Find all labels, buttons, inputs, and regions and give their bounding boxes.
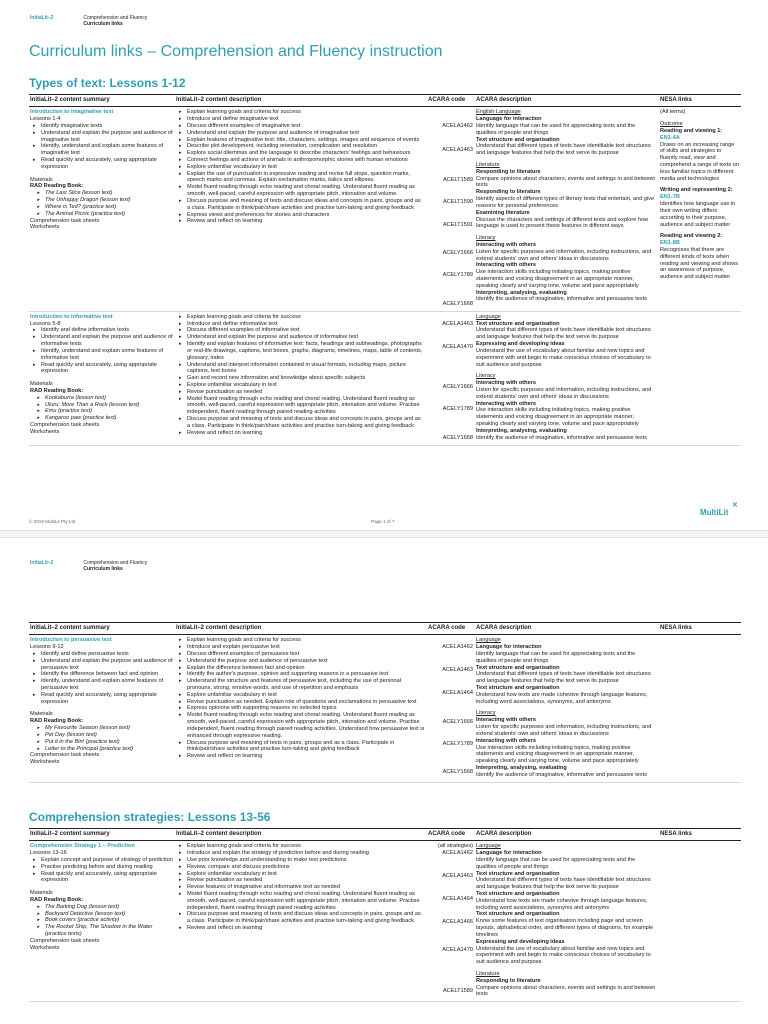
table-row <box>29 841 741 1002</box>
row-title: Comprehension Strategy 1 – Prediction <box>30 843 135 850</box>
acara-text: Understand that different types of texts have identifiable text structures and language features that help the text serve its purpose <box>476 143 651 157</box>
list-item: ▸ Discuss purpose and meaning of texts in pairs, groups and as a class. Participate in think/pair/share activities and practise turn-taking and giving feedback <box>176 740 425 754</box>
strand-label: Literacy <box>476 373 496 380</box>
list-item: ▸ Introduce and define imaginative text <box>176 116 425 123</box>
description-cell <box>175 107 427 312</box>
acara-heading: Interacting with others <box>476 262 536 269</box>
acara-code: ACELA1463 <box>442 147 473 154</box>
section-title-types: Types of text: Lessons 1-12 <box>29 76 186 90</box>
acara-text: Listen for specific purposes and information, including instructions, and extend students' own and others' ideas in discussions <box>476 724 652 737</box>
acara-heading: Responding to literature <box>476 189 541 196</box>
table-row <box>29 635 741 782</box>
acara-text: Understand the use of vocabulary about familiar and new topics and experiment with and begin to make conscious choices of vocabulary to suit audience and purpose <box>476 945 651 966</box>
materials-label: Materials <box>30 711 53 718</box>
acara-code: ACELA1463 <box>442 667 473 674</box>
acara-text: Use interaction skills including initiating topics, making positive statements and voicing disagreement in an appropriate manner, speaking clearly and varying tone, volume and pace appropriately <box>476 269 639 289</box>
acara-heading: Interacting with others <box>476 380 536 387</box>
acara-code: ACELA1464 <box>442 689 473 696</box>
list-item: ▸ Model fluent reading through echo reading and choral reading. Understand fluent reading as smooth, well-paced, careful expression with appropriate pitch, intonation and volume. Practise independent, fluent reading through paired reading activities <box>176 891 425 911</box>
list-item: ▸ Understand and explain the purpose and audience of informative texts <box>30 334 173 348</box>
acara-text: Identify language that can be used for appreciating texts and the qualities of people and things <box>476 122 636 136</box>
acara-code: ACELY1668 <box>442 301 473 307</box>
list-item: ▸ Emu (practice text) <box>30 408 173 415</box>
list-item: ▸ Discuss different examples of imaginative text <box>176 123 425 130</box>
acara-text: Identify language that can be used for appreciating texts and the qualities of people and things <box>476 856 636 870</box>
acara-heading: Examining literature <box>476 209 530 216</box>
acara-text: Listen for specific purposes and information, including instructions, and extend students' own and others' ideas in discussions <box>476 386 652 400</box>
list-item: ▸ Kangaroo paw (practice text) <box>30 415 173 422</box>
book-list <box>30 725 173 752</box>
list-item: ▸ Explain the difference between fact and opinion <box>176 665 425 672</box>
row-lessons: Lessons 5-8 <box>30 320 61 327</box>
page-header <box>30 560 147 572</box>
program-name: InitiaLit–2 <box>30 15 54 21</box>
acara-code: ACELY1789 <box>442 272 473 279</box>
row-lessons: Lessons 1-4 <box>30 116 61 123</box>
description-list <box>176 843 425 932</box>
list-item: ▸ Introduce and explain the strategy of prediction before and during reading <box>176 850 425 857</box>
list-item: ▸ Explain learning goals and criteria for success <box>176 843 425 850</box>
row-title: Introduction to informative text <box>30 313 113 320</box>
acara-text: Know some features of text organisation including page and screen layouts, alphabetical order, and different types of diagrams, for example timelines <box>476 918 654 938</box>
nesa-heading: Reading and viewing 1: <box>660 127 723 134</box>
materials-label: Materials <box>30 890 53 897</box>
extra-material: Comprehension task sheets <box>30 422 100 428</box>
summary-list <box>30 327 173 375</box>
list-item: ▸ Explain features of imaginative text: title, characters, settings, images and sequence of events <box>176 137 425 144</box>
list-item: ▸ Revise punctuation as needed <box>176 389 425 396</box>
list-item: ▸ Explore unfamiliar vocabulary in text <box>176 692 425 699</box>
list-item: ▸ Discuss purpose and meaning of texts and discuss ideas and concepts in pairs, groups and as a class. Participate in think/pair/share activities and practise turn-taking and giving feedback <box>176 198 425 212</box>
acara-heading: Interacting with others <box>476 400 536 407</box>
col-header-description: InitiaLit–2 content description <box>175 95 427 107</box>
list-item: ▸ Explain learning goals and criteria for success <box>176 637 425 644</box>
acara-heading: Interacting with others <box>476 737 536 744</box>
acara-code: ACELY1789 <box>442 406 473 413</box>
nesa-all-terms: (All terms) <box>660 109 686 116</box>
extra-material: Comprehension task sheets <box>30 217 100 224</box>
page-separator <box>0 530 768 538</box>
acara-code: ACELA1462 <box>442 123 473 130</box>
row-lessons: Lessons 13-16 <box>30 850 67 857</box>
book-list <box>30 190 173 217</box>
list-item: ▸ Understand and interpret information contained in visual formats, including maps, picture captions, text boxes <box>176 362 425 376</box>
table-header-row <box>29 95 741 107</box>
list-item: ▸ Understand the structure and features of persuasive text, including the use of personal pronouns, strong, emotive words, and use of repetition and emphasis <box>176 678 425 692</box>
acara-text: Use interaction skills including initiating topics, making positive statements and voicing disagreement in an appropriate manner, speaking clearly and varying tone, volume and pace appropriately <box>476 407 639 427</box>
list-item: ▸ The Last Slice (lesson text) <box>30 190 173 197</box>
list-item: ▸ Identify and define persuasive texts <box>30 651 173 658</box>
col-header-acara: ACARA description <box>475 623 659 635</box>
list-item: ▸ Review and reflect on learning <box>176 218 425 225</box>
col-header-acara: ACARA description <box>475 829 659 841</box>
list-item: ▸ Put it in the Bin! (practice text) <box>30 739 173 746</box>
acara-code: ACELA1462 <box>442 644 473 651</box>
footer-copyright: © 2019 MultiLit Pty Ltd <box>29 519 76 524</box>
list-item: ▸ Letter to the Principal (practice text) <box>30 746 173 753</box>
table-row <box>29 107 741 312</box>
table-header-row <box>29 623 741 635</box>
list-item: ▸ Identify imaginative texts <box>30 123 173 130</box>
acara-code: ACELT1589 <box>442 988 473 995</box>
strand-label: Language <box>476 313 501 320</box>
materials-label: Materials <box>30 381 53 388</box>
extra-material: Worksheets <box>30 224 60 231</box>
description-list <box>176 109 425 225</box>
description-list <box>176 314 425 437</box>
col-header-description: InitiaLit–2 content description <box>175 829 427 841</box>
acara-heading: Interacting with others <box>476 717 536 724</box>
reading-book-label: RAD Reading Book: <box>30 387 84 394</box>
list-item: ▸ Explore unfamiliar vocabulary in text <box>176 164 425 171</box>
strand-label: Language <box>476 637 501 644</box>
acara-heading: Language for interaction <box>476 116 542 123</box>
row-title: Introduction to imaginative text <box>30 109 114 116</box>
acara-text: Understand that different types of texts have identifiable text structures and language features that help the text serve its purpose <box>476 327 651 341</box>
table-header-row <box>29 829 741 841</box>
acara-text: Understand that different types of texts have identifiable text structures and language features that help the text serve its purpose <box>476 877 651 891</box>
acara-code: ACELA1466 <box>442 918 473 925</box>
nesa-text: Recognises that there are different kinds of texts when reading and viewing and shows an awareness of purpose, audience and subject matter <box>660 246 739 281</box>
list-item: ▸ The Unhappy Dragon (lesson text) <box>30 197 173 204</box>
description-list <box>176 637 425 760</box>
acara-text: Understand how texts are made cohesive through language features, including word associations, synonyms and antonyms <box>476 897 648 911</box>
strand-label: Literature <box>476 970 500 977</box>
extra-material: Worksheets <box>30 944 60 951</box>
acara-code: ACELA1462 <box>442 850 473 857</box>
list-item: ▸ Express views and preferences for stories and characters <box>176 212 425 219</box>
strand-label: Literature <box>476 162 500 168</box>
curriculum-table-1 <box>29 94 741 446</box>
list-item: ▸ Read quickly and accurately, using appropriate expression <box>30 362 173 376</box>
list-item: ▸ Express opinions with supporting reasons on selected topics <box>176 705 425 712</box>
code-cell <box>427 107 475 312</box>
code-cell <box>427 311 475 445</box>
col-header-code: ACARA code <box>427 95 475 107</box>
list-item: ▸ Discuss different examples of informative text <box>176 327 425 334</box>
acara-heading: Interpreting, analysing, evaluating <box>476 427 567 434</box>
acara-text: Compare opinions about characters, events and settings in and between texts <box>476 984 656 998</box>
acara-code: ACELY1666 <box>442 384 473 391</box>
list-item: ▸ Review and reflect on learning <box>176 753 425 760</box>
list-item: ▸ Discuss purpose and meaning of texts and discuss ideas and concepts in pairs, groups and as a class. Participate in think/pair/share activities and practise turn-taking and giving feedback <box>176 911 425 925</box>
header-subtitle-line2: Curriculum links <box>83 21 123 28</box>
list-item: ▸ The Barking Dog (lesson text) <box>30 904 173 911</box>
nesa-text: Identifies how language use in their own writing differs according to their purpose, audience and subject matter <box>660 201 736 228</box>
extra-material: Worksheets <box>30 759 60 766</box>
acara-heading: Text structure and organisation <box>476 911 560 918</box>
list-item: ▸ Use prior knowledge and understanding to make text predictions <box>176 857 425 864</box>
list-item: ▸ Introduce and explain persuasive text <box>176 644 425 651</box>
acara-description-cell <box>475 841 659 1002</box>
list-item: ▸ Revise punctuation as needed. Explain role of questions and exclamations in persuasive text <box>176 699 425 706</box>
acara-text: Identify language that can be used for appreciating texts and the qualities of people and things <box>476 650 636 664</box>
list-item: ▸ My Favourite Season (lesson text) <box>30 725 173 732</box>
list-item: ▸ Discuss different examples of persuasive text <box>176 651 425 658</box>
code-cell <box>427 841 475 1002</box>
list-item: ▸ Review and reflect on learning <box>176 925 425 932</box>
materials-label: Materials <box>30 176 53 183</box>
nesa-code: EN1-8B <box>660 240 680 247</box>
summary-cell <box>29 841 175 1002</box>
acara-heading: Text structure and organisation <box>476 891 560 897</box>
multilit-logo <box>700 502 738 518</box>
list-item: ▸ Understand and explain the purpose and audience of imaginative text <box>176 130 425 137</box>
col-header-acara: ACARA description <box>475 95 659 107</box>
acara-code: ACELY1666 <box>442 718 473 725</box>
list-item: ▸ Identify the author's purpose, opinion and supporting reasons in a persuasive text <box>176 671 425 678</box>
list-item: ▸ Explain learning goals and criteria for success <box>176 109 425 116</box>
reading-book-label: RAD Reading Book: <box>30 183 84 190</box>
acara-heading: Interpreting, analysing, evaluating <box>476 289 567 296</box>
list-item: ▸ Connect feelings and actions of animals in anthropomorphic stories with human emotions <box>176 157 425 164</box>
list-item: ▸ Where is Ted? (practice text) <box>30 204 173 211</box>
acara-heading: Text structure and organisation <box>476 685 560 691</box>
col-header-nesa: NESA links <box>659 829 741 841</box>
acara-text: Understand the use of vocabulary about familiar and new topics and experiment with and begin to make conscious choices of vocabulary to suit audience and purpose <box>476 347 651 368</box>
list-item: ▸ Understand and explain the purpose and audience of informative text <box>176 334 425 341</box>
list-item: ▸ Identify and define informative texts <box>30 327 173 334</box>
nesa-heading: Writing and representing 2: <box>660 187 733 194</box>
list-item: ▸ Revise features of imaginative and informative text as needed <box>176 884 425 891</box>
list-item: ▸ Understand the purpose and audience of persuasive text <box>176 658 425 665</box>
acara-text: Understand how texts are made cohesive through language features, including word associations, synonyms, and antonyms <box>476 691 648 705</box>
page-2 <box>0 538 768 1024</box>
list-item: ▸ Backyard Detective (lesson text) <box>30 911 173 918</box>
footer-page-number: Page 1 of 7 <box>371 519 395 524</box>
acara-code: ACELT1589 <box>442 176 473 183</box>
list-item: ▸ Practise predicting before and during reading <box>30 864 173 871</box>
list-item: ▸ Identify the difference between fact and opinion <box>30 671 173 678</box>
acara-code: ACELA1470 <box>442 343 473 350</box>
logo-mark-icon: ✕ <box>732 502 738 509</box>
list-item: ▸ Explain learning goals and criteria for success <box>176 314 425 321</box>
description-cell <box>175 311 427 445</box>
strand-label: Language <box>476 843 501 850</box>
acara-text: Use interaction skills including initiating topics, making positive statements and voicing disagreement in an appropriate manner, speaking clearly and varying tone, volume and pace appropriately <box>476 744 639 765</box>
list-item: ▸ Identify and explain features of informative text: facts, headings and subheadings, photographs or real-life drawings, captions, text boxes, graphs, diagrams, timelines, maps, table of contents, glossary, index <box>176 341 425 361</box>
nesa-cell <box>659 841 741 1002</box>
list-item: ▸ Understand and explain the purpose and audience of imaginative text <box>30 130 173 144</box>
col-header-nesa: NESA links <box>659 623 741 635</box>
nesa-cell <box>659 107 741 312</box>
book-list <box>30 904 173 938</box>
all-strategies-label: (all strategies) <box>437 843 473 850</box>
header-subtitle-line1: Comprehension and Fluency <box>83 15 148 21</box>
acara-text: Identify the audience of imaginative, informative and persuasive texts <box>476 434 648 441</box>
curriculum-table-2 <box>29 622 741 783</box>
description-cell <box>175 635 427 782</box>
acara-code: ACELY1668 <box>442 769 473 776</box>
document-title: Curriculum links – Comprehension and Fluency instruction <box>29 43 443 60</box>
nesa-text: Draws on an increasing range of skills and strategies to fluently read, view and comprehend a range of texts on less familiar topics in different media and technologies <box>660 141 739 182</box>
acara-heading: Expressing and developing ideas <box>476 938 565 945</box>
acara-code: ACELA1463 <box>442 320 473 327</box>
col-header-code: ACARA code <box>427 623 475 635</box>
list-item: ▸ Model fluent reading through echo reading and choral reading. Understand fluent reading as smooth, well-paced, careful expression with appropriate pitch, intonation and volume. Practise independent, fluent reading through paired reading activities <box>176 396 425 416</box>
reading-book-label: RAD Reading Book: <box>30 897 84 903</box>
list-item: ▸ Read quickly and accurately, using appropriate expression <box>30 692 173 706</box>
list-item: ▸ Explain concept and purpose of strategy of prediction <box>30 857 173 864</box>
list-item: ▸ Understand and explain the purpose and audience of persuasive text <box>30 658 173 672</box>
program-name: InitiaLit–2 <box>30 560 54 566</box>
acara-description-cell <box>475 311 659 445</box>
summary-cell <box>29 311 175 445</box>
list-item: ▸ Model fluent reading through echo reading and choral reading. Understand fluent reading as smooth, well-paced, careful expression with appropriate pitch, intonation and volume. Practise independent, fluent reading through paired reading activities. Understand how persuasive text is enhanced through expressive reading. <box>176 712 425 739</box>
acara-heading: Interpreting, analysing, evaluating <box>476 764 567 771</box>
strand-label: English Language <box>476 109 521 116</box>
col-header-summary: InitiaLit–2 content summary <box>29 623 175 635</box>
acara-code: ACELY1789 <box>442 740 473 747</box>
acara-code: ACELT1590 <box>442 198 473 205</box>
list-item: ▸ Review, compare and discuss predictions <box>176 864 425 871</box>
col-header-description: InitiaLit–2 content description <box>175 623 427 635</box>
acara-code: ACELY1666 <box>442 250 473 257</box>
acara-code: ACELA1470 <box>442 947 473 954</box>
header-subtitle-line1: Comprehension and Fluency <box>83 560 148 566</box>
list-item: ▸ Describe plot development, including orientation, complication and resolution <box>176 143 425 150</box>
summary-list <box>30 123 173 171</box>
acara-text: Discuss the characters and settings of different texts and explore how language is used to present these features in different ways <box>476 216 649 230</box>
extra-material: Comprehension task sheets <box>30 752 100 759</box>
list-item: ▸ Gain and record new information and knowledge about specific subjects <box>176 375 425 382</box>
list-item: ▸ Review and reflect on learning <box>176 430 425 437</box>
acara-description-cell <box>475 635 659 782</box>
nesa-cell <box>659 311 741 445</box>
list-item: ▸ Revise punctuation as needed <box>176 877 425 884</box>
code-cell <box>427 635 475 782</box>
summary-cell <box>29 107 175 312</box>
list-item: ▸ Book covers (practice activity) <box>30 917 173 924</box>
acara-text: Identify the audience of imaginative, informative and persuasive texts <box>476 296 648 303</box>
row-lessons: Lessons 9-12 <box>30 644 64 651</box>
acara-heading: Expressing and developing ideas <box>476 341 565 348</box>
curriculum-table-3 <box>29 828 741 1002</box>
header-subtitle <box>83 15 147 27</box>
list-item: ▸ Uluru: More Than a Rock (lesson text) <box>30 402 173 409</box>
reading-book-label: RAD Reading Book: <box>30 718 84 725</box>
acara-description-cell <box>475 107 659 312</box>
list-item: ▸ Explore unfamiliar vocabulary in text <box>176 871 425 878</box>
acara-heading: Responding to literature <box>476 977 541 984</box>
list-item: ▸ The Rocket Ship, The Shadow in the Water (practice texts) <box>30 924 173 938</box>
list-item: ▸ Discuss purpose and meaning of texts and discuss ideas and concepts in pairs, groups and as a class. Participate in think/pair/share activities and practise turn-taking and giving feedback <box>176 416 425 430</box>
nesa-outcome: Outcome <box>660 121 683 128</box>
page-header <box>30 15 147 27</box>
row-title: Introduction to persuasive text <box>30 637 112 644</box>
acara-code: ACELA1464 <box>442 895 473 902</box>
list-item: ▸ The Animal Picnic (practice text) <box>30 211 173 218</box>
book-list <box>30 395 173 422</box>
list-item: ▸ Model fluent reading through echo reading and choral reading. Understand fluent reading as smooth, well-paced, careful expression with appropriate pitch, intonation and volume. <box>176 184 425 198</box>
acara-text: Understand that different types of texts have identifiable text structures and language features that help the text serve its purpose <box>476 671 651 685</box>
col-header-summary: InitiaLit–2 content summary <box>29 95 175 107</box>
summary-list <box>30 651 173 706</box>
description-cell <box>175 841 427 1002</box>
acara-heading: Interacting with others <box>476 241 536 248</box>
acara-text: Identify the audience of imaginative, informative and persuasive texts <box>476 771 648 778</box>
strand-label: Literacy <box>476 235 496 242</box>
acara-heading: Language for interaction <box>476 850 542 857</box>
acara-code: ACELA1463 <box>442 872 473 879</box>
list-item: ▸ Read quickly and accurately, using appropriate expression <box>30 871 173 885</box>
header-subtitle <box>83 560 147 572</box>
summary-cell <box>29 635 175 782</box>
acara-heading: Responding to literature <box>476 168 541 175</box>
list-item: ▸ Introduce and define informative text <box>176 321 425 328</box>
list-item: ▸ Explore unfamiliar vocabulary in text <box>176 382 425 389</box>
list-item: ▸ Explain the use of punctuation in expressive reading and revise full stops, question marks, speech marks and commas. Explain exclamation marks, italics and ellipses. <box>176 171 425 185</box>
acara-heading: Text structure and organisation <box>476 664 560 671</box>
list-item: ▸ Identify, understand and explain some features of informative text <box>30 348 173 362</box>
col-header-nesa: NESA links <box>659 95 741 107</box>
acara-heading: Text structure and organisation <box>476 870 560 877</box>
list-item: ▸ Read quickly and accurately, using appropriate expression <box>30 157 173 171</box>
nesa-cell <box>659 635 741 782</box>
summary-list <box>30 857 173 884</box>
list-item: ▸ Kookaburra (lesson text) <box>30 395 173 402</box>
acara-code: ACELT1591 <box>442 221 473 228</box>
acara-text: Listen for specific purposes and information, including instructions, and extend students' own and others' ideas in discussions <box>476 248 652 262</box>
list-item: ▸ Pet Day (lesson text) <box>30 732 173 739</box>
extra-material: Worksheets <box>30 428 60 435</box>
acara-text: Compare opinions about characters, events and settings in and between texts <box>476 175 656 189</box>
col-header-summary: InitiaLit–2 content summary <box>29 829 175 841</box>
extra-material: Comprehension task sheets <box>30 937 100 944</box>
strand-label: Literacy <box>476 710 496 717</box>
acara-code: ACELY1668 <box>442 435 473 442</box>
col-header-code: ACARA code <box>427 829 475 841</box>
section-title-strategies: Comprehension strategies: Lessons 13-56 <box>29 810 271 824</box>
header-subtitle-line2: Curriculum links <box>83 566 123 573</box>
acara-heading: Text structure and organisation <box>476 320 560 327</box>
acara-heading: Text structure and organisation <box>476 136 560 143</box>
nesa-heading: Reading and viewing 2: <box>660 233 723 240</box>
list-item: ▸ Identify, understand and explain some features of imaginative text <box>30 143 173 157</box>
acara-text: Identify aspects of different types of literary texts that entertain, and give reasons for personal preferences <box>476 196 655 209</box>
nesa-code: EN1-7B <box>660 194 680 201</box>
table-row <box>29 311 741 445</box>
list-item: ▸ Explore social dilemmas and the language to describe characters' feelings and behaviours <box>176 150 425 157</box>
acara-heading: Language for interaction <box>476 644 542 651</box>
nesa-code: EN1-4A <box>660 134 680 141</box>
list-item: ▸ Identify, understand and explain some features of persuasive text <box>30 678 173 692</box>
logo-text: MultiLit <box>700 508 729 517</box>
